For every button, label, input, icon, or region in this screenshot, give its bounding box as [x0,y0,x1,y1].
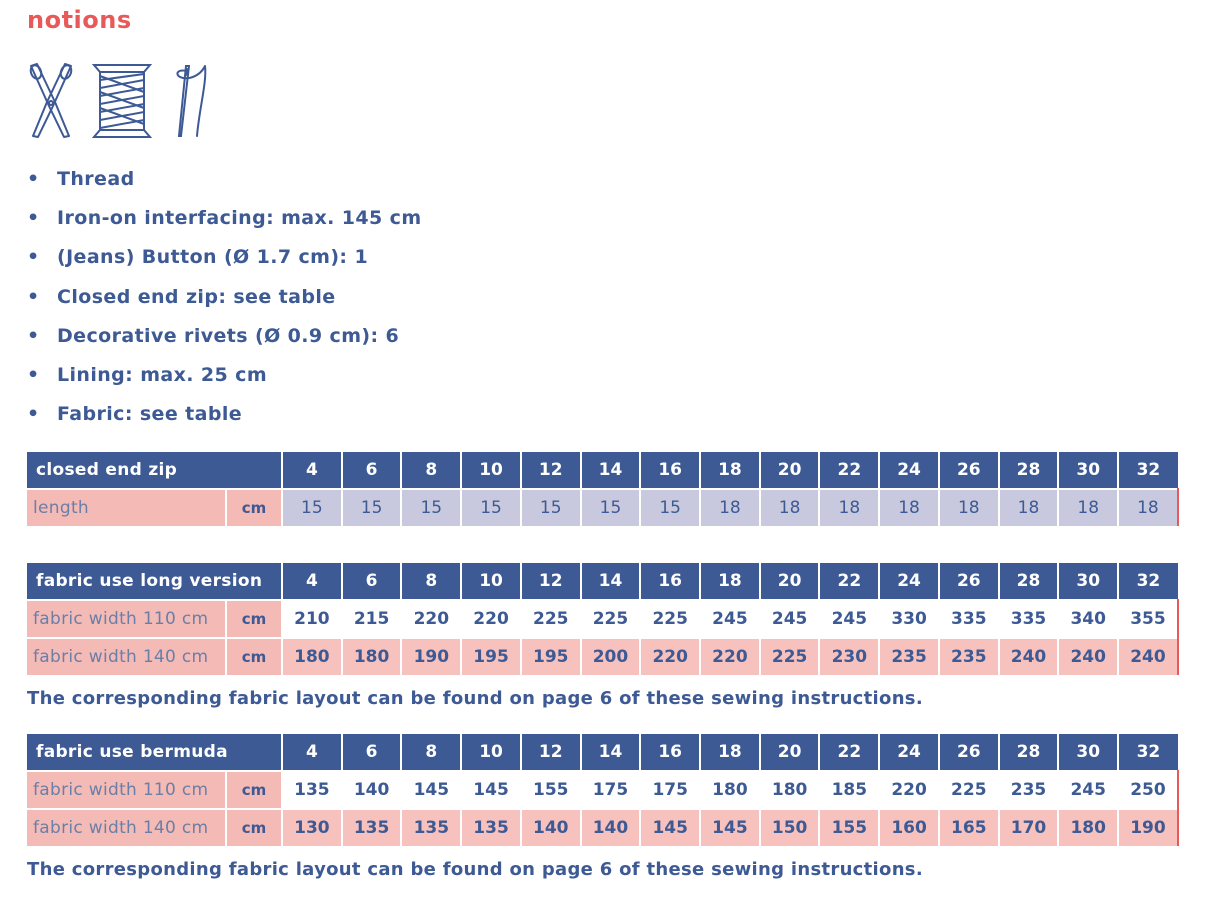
notion-item: • Closed end zip: see table [27,285,336,308]
table-cell: 215 [342,600,402,638]
table-row [27,638,1178,675]
notion-text: Fabric: see table [57,403,243,426]
size-header: 20 [760,734,820,771]
table-cell: 240 [1118,638,1178,675]
table-cell: 335 [999,600,1059,638]
size-header: 28 [999,563,1059,600]
table-cell: 18 [700,489,760,526]
table-cell: 195 [461,638,521,675]
size-header: 12 [521,563,581,600]
table-cell: 245 [760,600,820,638]
table-cell: 15 [401,489,461,526]
table-cell: 145 [700,809,760,846]
size-header: 30 [1058,452,1118,489]
table-cell: 145 [401,771,461,809]
size-header: 12 [521,734,581,771]
size-header: 18 [700,563,760,600]
table-cell: 18 [939,489,999,526]
table-cell: 180 [1058,809,1118,846]
table-cell: 220 [401,600,461,638]
size-header: 22 [819,734,879,771]
size-header: 6 [342,734,402,771]
table-cell: 225 [760,638,820,675]
size-header: 16 [640,734,700,771]
table-cell: 18 [879,489,939,526]
size-header: 4 [282,452,342,489]
size-header: 20 [760,563,820,600]
size-header: 14 [581,734,641,771]
row-label: fabric width 110 cm [27,600,226,638]
size-header: 16 [640,452,700,489]
size-header: 8 [401,452,461,489]
size-header: 8 [401,734,461,771]
table-cell: 220 [879,771,939,809]
table-cell: 245 [1058,771,1118,809]
table-cell: 18 [1058,489,1118,526]
table-cell: 200 [581,638,641,675]
table-cell: 140 [521,809,581,846]
needle-icon [169,62,211,140]
bermuda-table [27,734,1179,846]
notion-text: Thread [57,168,135,190]
table-row [27,809,1178,846]
table-cell: 180 [342,638,402,675]
table-title: fabric use bermuda [27,734,282,771]
size-header: 10 [461,563,521,600]
bermuda-table-note: The corresponding fabric layout can be found on page 6 of these sewing instructions. [27,859,923,880]
table-cell: 190 [1118,809,1178,846]
table-cell: 18 [1118,489,1178,526]
table-cell: 330 [879,600,939,638]
table-cell: 235 [879,638,939,675]
row-unit: cm [226,600,282,638]
table-cell: 18 [819,489,879,526]
table-cell: 15 [342,489,402,526]
table-cell: 180 [282,638,342,675]
table-cell: 230 [819,638,879,675]
table-cell: 135 [461,809,521,846]
table-cell: 18 [760,489,820,526]
size-header: 26 [939,452,999,489]
notion-item: • Fabric: see table [27,403,243,426]
table-cell: 245 [819,600,879,638]
notion-text: Closed end zip: see table [57,285,336,308]
notion-item: • Thread [27,168,135,190]
table-cell: 220 [640,638,700,675]
notion-item: • Decorative rivets (Ø 0.9 cm): 6 [27,324,400,347]
notions-icons [25,62,215,140]
size-header: 8 [401,563,461,600]
table-cell: 165 [939,809,999,846]
table-cell: 140 [581,809,641,846]
size-header: 4 [282,563,342,600]
table-cell: 210 [282,600,342,638]
table-cell: 235 [999,771,1059,809]
table-cell: 220 [700,638,760,675]
table-cell: 180 [700,771,760,809]
size-header: 32 [1118,452,1178,489]
size-header: 22 [819,563,879,600]
table-cell: 175 [640,771,700,809]
size-header: 24 [879,563,939,600]
size-header: 24 [879,734,939,771]
table-header-row [27,452,1178,489]
size-header: 14 [581,563,641,600]
table-cell: 235 [939,638,999,675]
row-label: fabric width 140 cm [27,809,226,846]
section-title: notions [27,6,132,34]
table-cell: 240 [1058,638,1118,675]
table-cell: 340 [1058,600,1118,638]
row-unit: cm [226,771,282,809]
notion-text: Lining: max. 25 cm [57,363,268,386]
size-header: 20 [760,452,820,489]
size-header: 32 [1118,563,1178,600]
row-label: fabric width 110 cm [27,771,226,809]
table-cell: 135 [401,809,461,846]
size-header: 10 [461,734,521,771]
table-cell: 155 [521,771,581,809]
row-label: fabric width 140 cm [27,638,226,675]
table-row [27,771,1178,809]
table-cell: 175 [581,771,641,809]
table-cell: 335 [939,600,999,638]
table-cell: 15 [581,489,641,526]
table-cell: 250 [1118,771,1178,809]
zip-table [27,452,1179,526]
notion-item: • (Jeans) Button (Ø 1.7 cm): 1 [27,246,369,269]
table-title: closed end zip [27,452,282,489]
table-title: fabric use long version [27,563,282,600]
scissors-icon [25,62,77,140]
size-header: 32 [1118,734,1178,771]
table-cell: 225 [521,600,581,638]
table-cell: 130 [282,809,342,846]
long-version-table [27,563,1179,675]
table-cell: 195 [521,638,581,675]
notion-text: (Jeans) Button (Ø 1.7 cm): 1 [57,246,369,269]
table-cell: 150 [760,809,820,846]
table-cell: 145 [640,809,700,846]
table-header-row [27,734,1178,771]
size-header: 18 [700,734,760,771]
table-cell: 185 [819,771,879,809]
size-header: 4 [282,734,342,771]
table-cell: 145 [461,771,521,809]
table-cell: 15 [521,489,581,526]
table-cell: 225 [640,600,700,638]
size-header: 10 [461,452,521,489]
size-header: 16 [640,563,700,600]
table-cell: 155 [819,809,879,846]
size-header: 26 [939,563,999,600]
row-unit: cm [226,638,282,675]
table-cell: 140 [342,771,402,809]
table-header-row [27,563,1178,600]
size-header: 14 [581,452,641,489]
table-cell: 225 [939,771,999,809]
thread-spool-icon [91,62,153,140]
notion-item: • Iron-on interfacing: max. 145 cm [27,207,422,230]
size-header: 26 [939,734,999,771]
table-cell: 15 [640,489,700,526]
size-header: 12 [521,452,581,489]
size-header: 6 [342,563,402,600]
table-cell: 18 [999,489,1059,526]
table-cell: 190 [401,638,461,675]
table-cell: 240 [999,638,1059,675]
table-cell: 135 [282,771,342,809]
notions-list [27,163,422,437]
long-table-note: The corresponding fabric layout can be found on page 6 of these sewing instructions. [27,688,923,709]
notion-text: Iron-on interfacing: max. 145 cm [57,207,422,230]
table-cell: 135 [342,809,402,846]
notion-item: • Lining: max. 25 cm [27,363,268,386]
table-cell: 245 [700,600,760,638]
row-unit: cm [226,489,282,526]
table-row [27,489,1178,526]
notion-text: Decorative rivets (Ø 0.9 cm): 6 [57,324,400,347]
size-header: 24 [879,452,939,489]
row-unit: cm [226,809,282,846]
size-header: 30 [1058,563,1118,600]
size-header: 28 [999,452,1059,489]
size-header: 6 [342,452,402,489]
table-cell: 160 [879,809,939,846]
table-cell: 220 [461,600,521,638]
size-header: 18 [700,452,760,489]
table-cell: 15 [461,489,521,526]
table-cell: 355 [1118,600,1178,638]
size-header: 22 [819,452,879,489]
size-header: 28 [999,734,1059,771]
table-cell: 225 [581,600,641,638]
size-header: 30 [1058,734,1118,771]
table-cell: 15 [282,489,342,526]
table-cell: 170 [999,809,1059,846]
table-row [27,600,1178,638]
row-label: length [27,489,226,526]
table-cell: 180 [760,771,820,809]
